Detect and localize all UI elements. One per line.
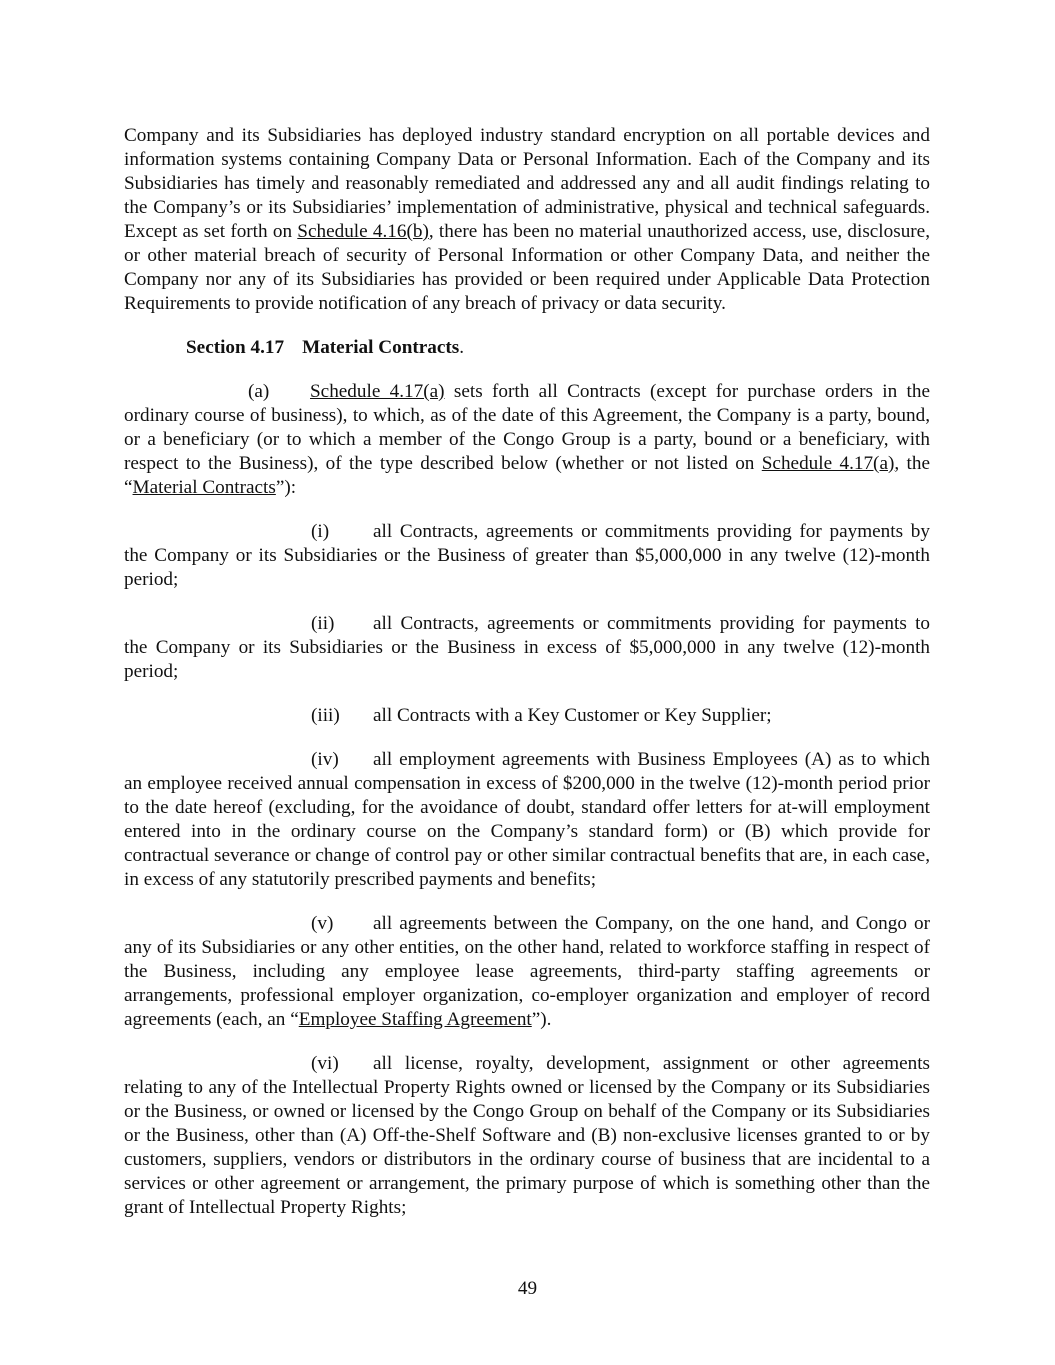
paragraph-a: (a) Schedule 4.17(a) sets forth all Contracts (except for purchase orders in the ordinary course of business), to which, as of the date of this Agreement, the Company is a party, bound, or a beneficiary (or to which a member of the Congo Group is a party, bound or a beneficiary, with respect to the Business), of the type described below (whether or not listed on Schedule 4.17(a), the “Material Contracts”):: [124, 381, 930, 498]
list-item: (vi) all license, royalty, development, assignment or other agreements relating to any of the Intellectual Property Rights owned or licensed by the Company or its Subsidiaries or the Business, or owned or licensed by the Congo Group on behalf of the Company or its Subsidiaries or the Business, other than (A) Off-the-Shelf Software and (B) non-exclusive licenses granted to or by customers, suppliers, vendors or distributors in the ordinary course of business that are incidental to a services or other agreement or arrangement, the primary purpose of which is something other than the grant of Intellectual Property Rights;: [124, 1053, 930, 1218]
list-item-label: (v): [311, 913, 334, 934]
list-item: (ii) all Contracts, agreements or commitments providing for payments to the Company or its Subsidiaries or the Business in excess of $5,000,000 in any twelve (12)-month period;: [124, 613, 930, 682]
list-item-label: (i): [311, 521, 330, 542]
schedule-4-17a-reference: Schedule 4.17(a): [761, 453, 895, 474]
schedule-4-17a-reference: Schedule 4.17(a): [310, 381, 445, 402]
list-item: (iii) all Contracts with a Key Customer or Key Supplier;: [311, 705, 772, 726]
paragraph-a-label: (a): [248, 381, 270, 402]
list-item: (iv) all employment agreements with Business Employees (A) as to which an employee received annual compensation in excess of $200,000 in the twelve (12)-month period prior to the date hereof (excluding, for the avoidance of doubt, standard offer letters for at-will employment entered into in the ordinary course on the Company’s standard form) or (B) which provide for contractual severance or change of control pay or other similar contractual benefits that are, in each case, in excess of any statutorily prescribed payments and benefits;: [124, 749, 930, 890]
list-item-label: (iv): [311, 749, 339, 770]
list-item-label: (ii): [311, 613, 335, 634]
section-heading: Section 4.17 Material Contracts.: [186, 337, 465, 358]
continuation-paragraph: Company and its Subsidiaries has deployed industry standard encryption on all portable devices and information systems containing Company Data or Personal Information. Each of the Company and its Subsidiaries has timely and reasonably remediated and addressed any and all audit findings relating to the Company’s or its Subsidiaries’ implementation of administrative, physical and technical safeguards. Except as set forth on Schedule 4.16(b), there has been no material unauthorized access, use, disclosure, or other material breach of security of Personal Information or other Company Data, and neither the Company nor any of its Subsidiaries has provided or been required under Applicable Data Protection Requirements to provide notification of any breach of privacy or data security.: [124, 125, 930, 314]
list-item: (v) all agreements between the Company, on the one hand, and Congo or any of its Subsidiaries or any other entities, on the other hand, related to workforce staffing in respect of the Business, including any employee lease agreements, third-party staffing agreements or arrangements, professional employer organization, co-employer organization and employer of record agreements (each, an “Employee Staffing Agreement”).: [124, 913, 930, 1030]
defined-term: Material Contracts: [132, 477, 276, 498]
list-item-label: (iii): [311, 705, 340, 726]
list-item: (i) all Contracts, agreements or commitments providing for payments by the Company or its Subsidiaries or the Business of greater than $5,000,000 in any twelve (12)-month period;: [124, 521, 930, 590]
section-title: Material Contracts: [302, 337, 460, 358]
defined-term: Employee Staffing Agreement: [298, 1009, 532, 1030]
page-number: 49: [517, 1278, 538, 1299]
schedule-4-16b-reference: Schedule 4.16(b): [297, 221, 429, 242]
section-number: Section 4.17: [186, 337, 285, 358]
list-item-label: (vi): [311, 1053, 339, 1074]
document-page: [124, 124, 930, 1220]
